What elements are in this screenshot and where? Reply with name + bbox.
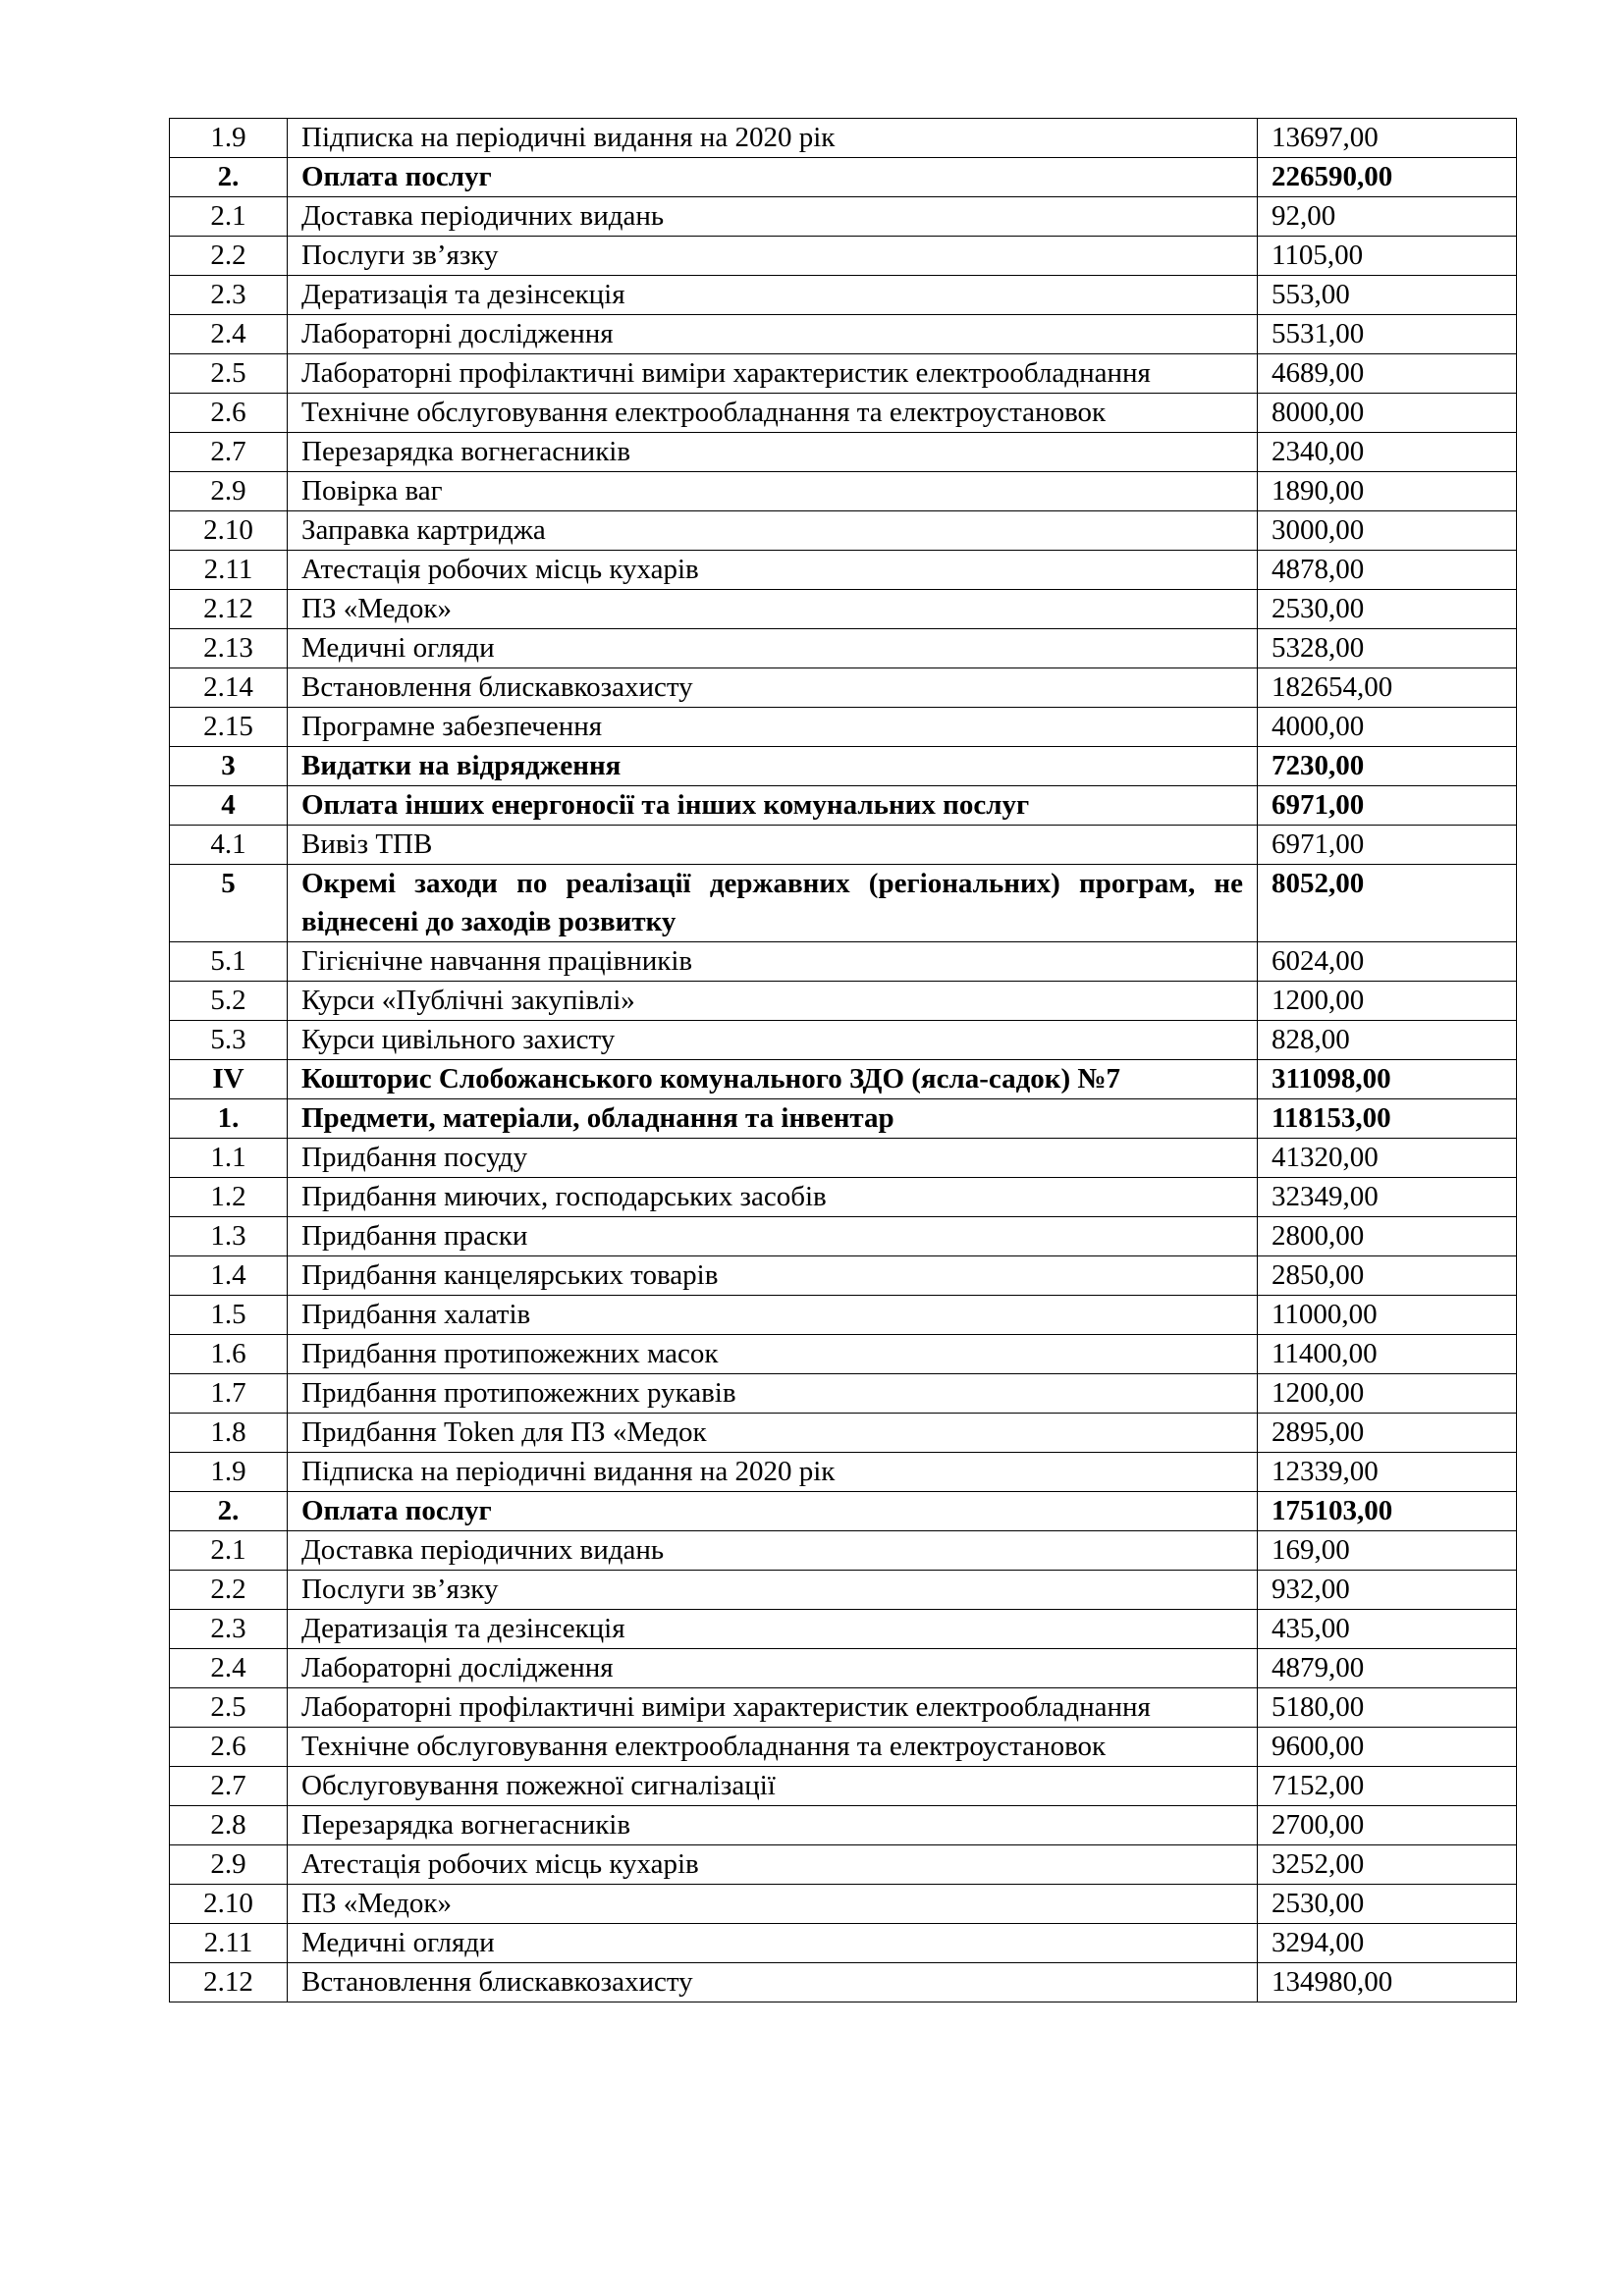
table-row: [170, 786, 1517, 826]
row-number-cell: 2.10: [170, 511, 288, 551]
row-number-cell: 2.12: [170, 1963, 288, 2002]
row-number-cell: 1.7: [170, 1374, 288, 1414]
row-number-cell: 5.3: [170, 1021, 288, 1060]
table-row: [170, 668, 1517, 708]
budget-table-body: [170, 119, 1517, 2002]
row-name-cell: Кошторис Слобожанського комунального ЗДО (ясла-садок) №7: [288, 1060, 1258, 1099]
row-number-cell: 1.9: [170, 119, 288, 158]
table-row: [170, 1806, 1517, 1845]
table-row: [170, 1845, 1517, 1885]
row-amount-cell: 1200,00: [1258, 1374, 1517, 1414]
row-name-cell: Видатки на відрядження: [288, 747, 1258, 786]
row-amount-cell: 226590,00: [1258, 158, 1517, 197]
row-amount-cell: 1890,00: [1258, 472, 1517, 511]
table-row: [170, 1531, 1517, 1571]
table-row: [170, 1649, 1517, 1688]
table-row: [170, 1492, 1517, 1531]
table-row: [170, 394, 1517, 433]
row-name-cell: Технічне обслуговування електрообладнання та електроустановок: [288, 1728, 1258, 1767]
table-row: [170, 629, 1517, 668]
row-number-cell: 2.10: [170, 1885, 288, 1924]
row-amount-cell: 1105,00: [1258, 237, 1517, 276]
row-amount-cell: 5180,00: [1258, 1688, 1517, 1728]
row-amount-cell: 8000,00: [1258, 394, 1517, 433]
row-name-cell: Придбання праски: [288, 1217, 1258, 1256]
table-row: [170, 1453, 1517, 1492]
row-name-cell: Лабораторні дослідження: [288, 1649, 1258, 1688]
row-name-cell: Гігієнічне навчання працівників: [288, 942, 1258, 982]
row-amount-cell: 4000,00: [1258, 708, 1517, 747]
row-name-cell: Встановлення блискавкозахисту: [288, 1963, 1258, 2002]
row-amount-cell: 932,00: [1258, 1571, 1517, 1610]
row-number-cell: 2.: [170, 158, 288, 197]
table-row: [170, 1688, 1517, 1728]
row-amount-cell: 3000,00: [1258, 511, 1517, 551]
table-row: [170, 158, 1517, 197]
row-name-cell: Окремі заходи по реалізації державних (регіональних) програм, не віднесені до заходів розвитку: [288, 865, 1258, 942]
row-name-cell: Доставка періодичних видань: [288, 1531, 1258, 1571]
row-amount-cell: 7152,00: [1258, 1767, 1517, 1806]
row-name-cell: Оплата інших енергоносії та інших комунальних послуг: [288, 786, 1258, 826]
table-row: [170, 354, 1517, 394]
row-name-cell: Підписка на періодичні видання на 2020 рік: [288, 1453, 1258, 1492]
table-row: [170, 1099, 1517, 1139]
row-number-cell: 2.9: [170, 1845, 288, 1885]
row-amount-cell: 6971,00: [1258, 826, 1517, 865]
table-row: [170, 942, 1517, 982]
table-row: [170, 119, 1517, 158]
table-row: [170, 1414, 1517, 1453]
row-number-cell: 2.11: [170, 551, 288, 590]
row-number-cell: 1.9: [170, 1453, 288, 1492]
table-row: [170, 511, 1517, 551]
table-row: [170, 865, 1517, 942]
row-number-cell: 1.2: [170, 1178, 288, 1217]
table-row: [170, 1963, 1517, 2002]
row-amount-cell: 6024,00: [1258, 942, 1517, 982]
row-amount-cell: 3252,00: [1258, 1845, 1517, 1885]
row-amount-cell: 3294,00: [1258, 1924, 1517, 1963]
row-name-cell: Встановлення блискавкозахисту: [288, 668, 1258, 708]
row-amount-cell: 12339,00: [1258, 1453, 1517, 1492]
row-number-cell: 2.1: [170, 197, 288, 237]
row-number-cell: 2.12: [170, 590, 288, 629]
table-row: [170, 1571, 1517, 1610]
row-amount-cell: 32349,00: [1258, 1178, 1517, 1217]
row-number-cell: 1.5: [170, 1296, 288, 1335]
row-amount-cell: 134980,00: [1258, 1963, 1517, 2002]
table-row: [170, 1610, 1517, 1649]
row-amount-cell: 5531,00: [1258, 315, 1517, 354]
row-name-cell: Послуги зв’язку: [288, 1571, 1258, 1610]
row-name-cell: Курси цивільного захисту: [288, 1021, 1258, 1060]
row-amount-cell: 4879,00: [1258, 1649, 1517, 1688]
row-amount-cell: 169,00: [1258, 1531, 1517, 1571]
row-name-cell: Атестація робочих місць кухарів: [288, 551, 1258, 590]
row-number-cell: 5.1: [170, 942, 288, 982]
row-name-cell: Повірка ваг: [288, 472, 1258, 511]
row-name-cell: Лабораторні профілактичні виміри характеристик електрообладнання: [288, 354, 1258, 394]
table-row: [170, 551, 1517, 590]
row-amount-cell: 435,00: [1258, 1610, 1517, 1649]
row-amount-cell: 41320,00: [1258, 1139, 1517, 1178]
row-number-cell: 4.1: [170, 826, 288, 865]
row-name-cell: Медичні огляди: [288, 629, 1258, 668]
row-name-cell: Атестація робочих місць кухарів: [288, 1845, 1258, 1885]
row-name-cell: Медичні огляди: [288, 1924, 1258, 1963]
row-name-cell: Придбання протипожежних рукавів: [288, 1374, 1258, 1414]
row-amount-cell: 118153,00: [1258, 1099, 1517, 1139]
row-name-cell: Вивіз ТПВ: [288, 826, 1258, 865]
row-number-cell: 2.5: [170, 354, 288, 394]
row-number-cell: 2.3: [170, 1610, 288, 1649]
table-row: [170, 237, 1517, 276]
row-number-cell: 1.8: [170, 1414, 288, 1453]
row-number-cell: 1.4: [170, 1256, 288, 1296]
table-row: [170, 1021, 1517, 1060]
row-number-cell: 2.9: [170, 472, 288, 511]
row-amount-cell: 2850,00: [1258, 1256, 1517, 1296]
table-row: [170, 982, 1517, 1021]
row-name-cell: Оплата послуг: [288, 158, 1258, 197]
row-amount-cell: 13697,00: [1258, 119, 1517, 158]
table-row: [170, 1885, 1517, 1924]
row-name-cell: Предмети, матеріали, обладнання та інвентар: [288, 1099, 1258, 1139]
document-page: [169, 118, 1516, 2002]
row-number-cell: IV: [170, 1060, 288, 1099]
row-number-cell: 2.: [170, 1492, 288, 1531]
row-amount-cell: 92,00: [1258, 197, 1517, 237]
table-row: [170, 1335, 1517, 1374]
budget-table: [169, 118, 1517, 2002]
row-name-cell: Придбання миючих, господарських засобів: [288, 1178, 1258, 1217]
row-name-cell: Оплата послуг: [288, 1492, 1258, 1531]
row-name-cell: Придбання канцелярських товарів: [288, 1256, 1258, 1296]
table-row: [170, 276, 1517, 315]
row-number-cell: 1.: [170, 1099, 288, 1139]
row-amount-cell: 311098,00: [1258, 1060, 1517, 1099]
row-number-cell: 5.2: [170, 982, 288, 1021]
row-name-cell: Придбання халатів: [288, 1296, 1258, 1335]
row-name-cell: Підписка на періодичні видання на 2020 рік: [288, 119, 1258, 158]
table-row: [170, 747, 1517, 786]
row-amount-cell: 2340,00: [1258, 433, 1517, 472]
row-number-cell: 2.13: [170, 629, 288, 668]
table-row: [170, 1296, 1517, 1335]
table-row: [170, 315, 1517, 354]
row-amount-cell: 8052,00: [1258, 865, 1517, 942]
row-amount-cell: 175103,00: [1258, 1492, 1517, 1531]
row-amount-cell: 6971,00: [1258, 786, 1517, 826]
row-amount-cell: 2530,00: [1258, 590, 1517, 629]
row-name-cell: ПЗ «Медок»: [288, 1885, 1258, 1924]
row-name-cell: Перезарядка вогнегасників: [288, 1806, 1258, 1845]
table-row: [170, 1178, 1517, 1217]
table-row: [170, 1060, 1517, 1099]
table-row: [170, 1139, 1517, 1178]
row-name-cell: Лабораторні профілактичні виміри характеристик електрообладнання: [288, 1688, 1258, 1728]
row-number-cell: 1.3: [170, 1217, 288, 1256]
table-row: [170, 1374, 1517, 1414]
row-name-cell: Заправка картриджа: [288, 511, 1258, 551]
row-number-cell: 2.4: [170, 1649, 288, 1688]
row-number-cell: 3: [170, 747, 288, 786]
table-row: [170, 472, 1517, 511]
table-row: [170, 826, 1517, 865]
table-row: [170, 1767, 1517, 1806]
row-number-cell: 2.6: [170, 394, 288, 433]
row-number-cell: 1.6: [170, 1335, 288, 1374]
row-amount-cell: 2700,00: [1258, 1806, 1517, 1845]
table-row: [170, 1217, 1517, 1256]
row-number-cell: 2.11: [170, 1924, 288, 1963]
row-amount-cell: 182654,00: [1258, 668, 1517, 708]
row-number-cell: 2.7: [170, 1767, 288, 1806]
row-name-cell: Послуги зв’язку: [288, 237, 1258, 276]
row-number-cell: 1.1: [170, 1139, 288, 1178]
row-number-cell: 2.4: [170, 315, 288, 354]
row-number-cell: 2.2: [170, 237, 288, 276]
table-row: [170, 433, 1517, 472]
row-name-cell: Лабораторні дослідження: [288, 315, 1258, 354]
row-number-cell: 2.14: [170, 668, 288, 708]
row-name-cell: Дератизація та дезінсекція: [288, 276, 1258, 315]
row-number-cell: 2.6: [170, 1728, 288, 1767]
row-amount-cell: 7230,00: [1258, 747, 1517, 786]
row-number-cell: 2.5: [170, 1688, 288, 1728]
row-amount-cell: 1200,00: [1258, 982, 1517, 1021]
row-number-cell: 5: [170, 865, 288, 942]
row-name-cell: Технічне обслуговування електрообладнання та електроустановок: [288, 394, 1258, 433]
row-name-cell: Придбання посуду: [288, 1139, 1258, 1178]
row-number-cell: 4: [170, 786, 288, 826]
row-name-cell: ПЗ «Медок»: [288, 590, 1258, 629]
row-amount-cell: 828,00: [1258, 1021, 1517, 1060]
row-amount-cell: 4878,00: [1258, 551, 1517, 590]
row-name-cell: Програмне забезпечення: [288, 708, 1258, 747]
table-row: [170, 590, 1517, 629]
row-name-cell: Курси «Публічні закупівлі»: [288, 982, 1258, 1021]
table-row: [170, 1256, 1517, 1296]
row-amount-cell: 553,00: [1258, 276, 1517, 315]
row-number-cell: 2.3: [170, 276, 288, 315]
row-name-cell: Доставка періодичних видань: [288, 197, 1258, 237]
table-row: [170, 197, 1517, 237]
row-name-cell: Обслуговування пожежної сигналізації: [288, 1767, 1258, 1806]
table-row: [170, 708, 1517, 747]
row-amount-cell: 4689,00: [1258, 354, 1517, 394]
row-amount-cell: 9600,00: [1258, 1728, 1517, 1767]
row-number-cell: 2.15: [170, 708, 288, 747]
row-name-cell: Перезарядка вогнегасників: [288, 433, 1258, 472]
row-number-cell: 2.7: [170, 433, 288, 472]
row-number-cell: 2.8: [170, 1806, 288, 1845]
row-name-cell: Дератизація та дезінсекція: [288, 1610, 1258, 1649]
row-amount-cell: 2530,00: [1258, 1885, 1517, 1924]
row-amount-cell: 2895,00: [1258, 1414, 1517, 1453]
table-row: [170, 1728, 1517, 1767]
row-amount-cell: 5328,00: [1258, 629, 1517, 668]
row-number-cell: 2.2: [170, 1571, 288, 1610]
row-amount-cell: 2800,00: [1258, 1217, 1517, 1256]
table-row: [170, 1924, 1517, 1963]
row-number-cell: 2.1: [170, 1531, 288, 1571]
row-amount-cell: 11000,00: [1258, 1296, 1517, 1335]
row-amount-cell: 11400,00: [1258, 1335, 1517, 1374]
row-name-cell: Придбання Token для ПЗ «Медок: [288, 1414, 1258, 1453]
row-name-cell: Придбання протипожежних масок: [288, 1335, 1258, 1374]
